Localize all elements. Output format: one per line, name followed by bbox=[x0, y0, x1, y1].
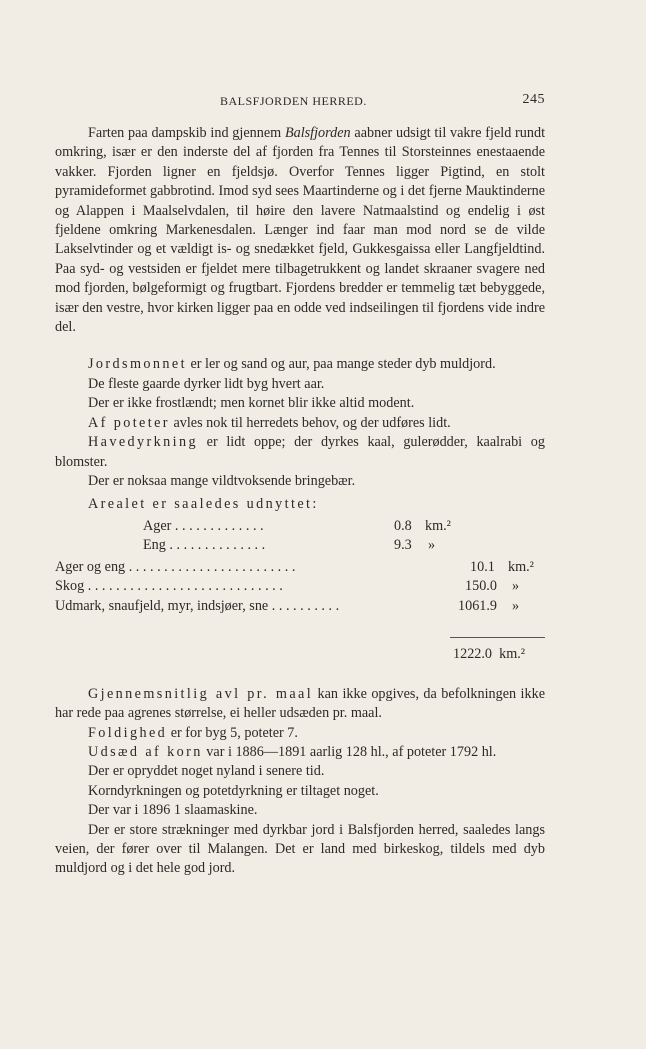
paragraph-potato bbox=[55, 414, 545, 433]
area-table bbox=[55, 517, 545, 637]
garden-text: er lidt oppe; der dyrkes kaal, gulerødder, kaalrabi og blomster. bbox=[55, 434, 545, 470]
area-label-skog: Skog . . . . . . . . . . . . . . . . . . . . . . . . . . . . bbox=[55, 577, 283, 594]
potato-text: avles nok til herredets behov, og der udføres lidt. bbox=[173, 414, 451, 431]
paragraph-grain-2: Der er ikke frostlændt; men kornet blir ikke altid modent. bbox=[88, 395, 415, 412]
paragraph-machine: Der var i 1896 1 slaamaskine. bbox=[88, 802, 258, 819]
area-total-value: 1222.0 bbox=[453, 645, 493, 662]
area-unit-skog: » bbox=[512, 577, 520, 594]
yield-term: Gjennemsnitlig avl pr. maal bbox=[88, 685, 314, 702]
soil-text: er ler og sand og aur, paa mange steder dyb muldjord. bbox=[190, 356, 496, 373]
area-value-ager-eng: 10.1 bbox=[470, 558, 495, 575]
paragraph-seed bbox=[55, 743, 545, 762]
seed-term: Udsæd af korn bbox=[88, 743, 203, 760]
area-total-unit: km.² bbox=[499, 645, 526, 662]
paragraph-clear: Der er opryddet noget nyland i senere tid. bbox=[88, 763, 325, 780]
page-body bbox=[55, 124, 545, 879]
fold-term: Foldighed bbox=[88, 724, 168, 741]
area-value-skog: 150.0 bbox=[465, 577, 497, 594]
area-label-eng: Eng . . . . . . . . . . . . . . bbox=[143, 536, 266, 553]
paragraph-garden bbox=[55, 433, 545, 472]
running-header bbox=[55, 92, 545, 112]
area-label-ager-eng: Ager og eng . . . . . . . . . . . . . . . . . . . . . . . . bbox=[55, 558, 296, 575]
paragraph-fold bbox=[55, 724, 545, 743]
area-value-udmark: 1061.9 bbox=[458, 597, 498, 614]
area-intro: Arealet er saaledes udnyttet: bbox=[88, 496, 319, 513]
area-label-udmark: Udmark, snaufjeld, myr, indsjøer, sne . . . . . . . . . . bbox=[55, 597, 340, 614]
area-unit-ager-eng: km.² bbox=[508, 558, 534, 575]
intro-lead: Farten paa dampskib ind gjennem bbox=[88, 125, 282, 141]
area-row-ager-eng bbox=[55, 558, 545, 577]
area-label-ager: Ager . . . . . . . . . . . . . bbox=[143, 517, 264, 534]
paragraph-intro bbox=[55, 124, 545, 337]
intro-italic-term: Balsfjorden bbox=[284, 125, 351, 141]
paragraph-berries: Der er noksaa mange vildtvoksende bringebær. bbox=[88, 472, 356, 489]
seed-text: var i 1886—1891 aarlig 128 hl., af poteter 1792 hl. bbox=[206, 743, 497, 760]
soil-term: Jordsmonnet bbox=[88, 356, 187, 373]
area-row-eng bbox=[55, 536, 545, 555]
area-row-ager bbox=[55, 517, 545, 536]
area-row-skog bbox=[55, 577, 545, 596]
area-value-ager: 0.8 bbox=[394, 517, 412, 534]
paragraph-grain-1: De fleste gaarde dyrker lidt byg hvert aar. bbox=[88, 375, 325, 392]
garden-term: Havedyrkning bbox=[88, 434, 198, 451]
area-row-udmark bbox=[55, 597, 545, 616]
area-unit-eng: » bbox=[428, 536, 436, 553]
area-value-eng: 9.3 bbox=[394, 536, 412, 553]
area-unit-udmark: » bbox=[512, 597, 520, 614]
paragraph-yield bbox=[55, 685, 545, 724]
header-title: BALSFJORDEN HERRED. bbox=[220, 94, 367, 108]
yield-text: kan ikke opgives, da befolkningen ikke har rede paa agrenes størrelse, ei heller udsæden pr. maal. bbox=[55, 685, 545, 722]
area-total bbox=[453, 645, 525, 664]
potato-term: Af poteter bbox=[88, 414, 170, 431]
sum-rule bbox=[450, 637, 545, 638]
intro-text: aabner udsigt til vakre fjeld rundt omkring, især er den inderste del af fjorden fra Tennes til Storsteinnes enestaaende vakker. Fjorden ligner en fjeldsjø. Overfor Tennes ligger Pigtind, en stolt pyramideformet gabbrotind. Imod syd sees Maartinderne og i det fjerne Mauktinderne og Alappen i Maalselvdalen, til høire den lavere Natmaalstind og endelig i øst fjeldene omkring Markenesdalen. Længer ind faar man mod nord se de vilde Lakselvtinder og et vældigt is- og snedækket fjeld, Gukkesgaissa eller Langfjeldtind. Paa syd- og vestsiden er fjeldet mere tilbagetrukkent og landet skraaner svagere ned mod fjorden, bølgeformigt og frugtbart. Fjordens bredder er temmelig tæt bebyggede, især den vestre, hvor kirken ligger paa en odde ved indseilingen til fjordens vide indre del. bbox=[55, 125, 546, 336]
paragraph-soil bbox=[55, 355, 545, 374]
area-unit-ager: km.² bbox=[425, 517, 451, 534]
fold-text: er for byg 5, poteter 7. bbox=[170, 724, 298, 741]
paragraph-final: Der er store strækninger med dyrkbar jord i Balsfjorden herred, saaledes langs veien, der fører over til Malangen. Det er land med birkeskog, tildels med dyb muldjord og i det hele god jord. bbox=[55, 821, 545, 877]
page-number: 245 bbox=[522, 92, 545, 107]
paragraph-grow: Korndyrkningen og potetdyrkning er tiltaget noget. bbox=[88, 782, 379, 799]
